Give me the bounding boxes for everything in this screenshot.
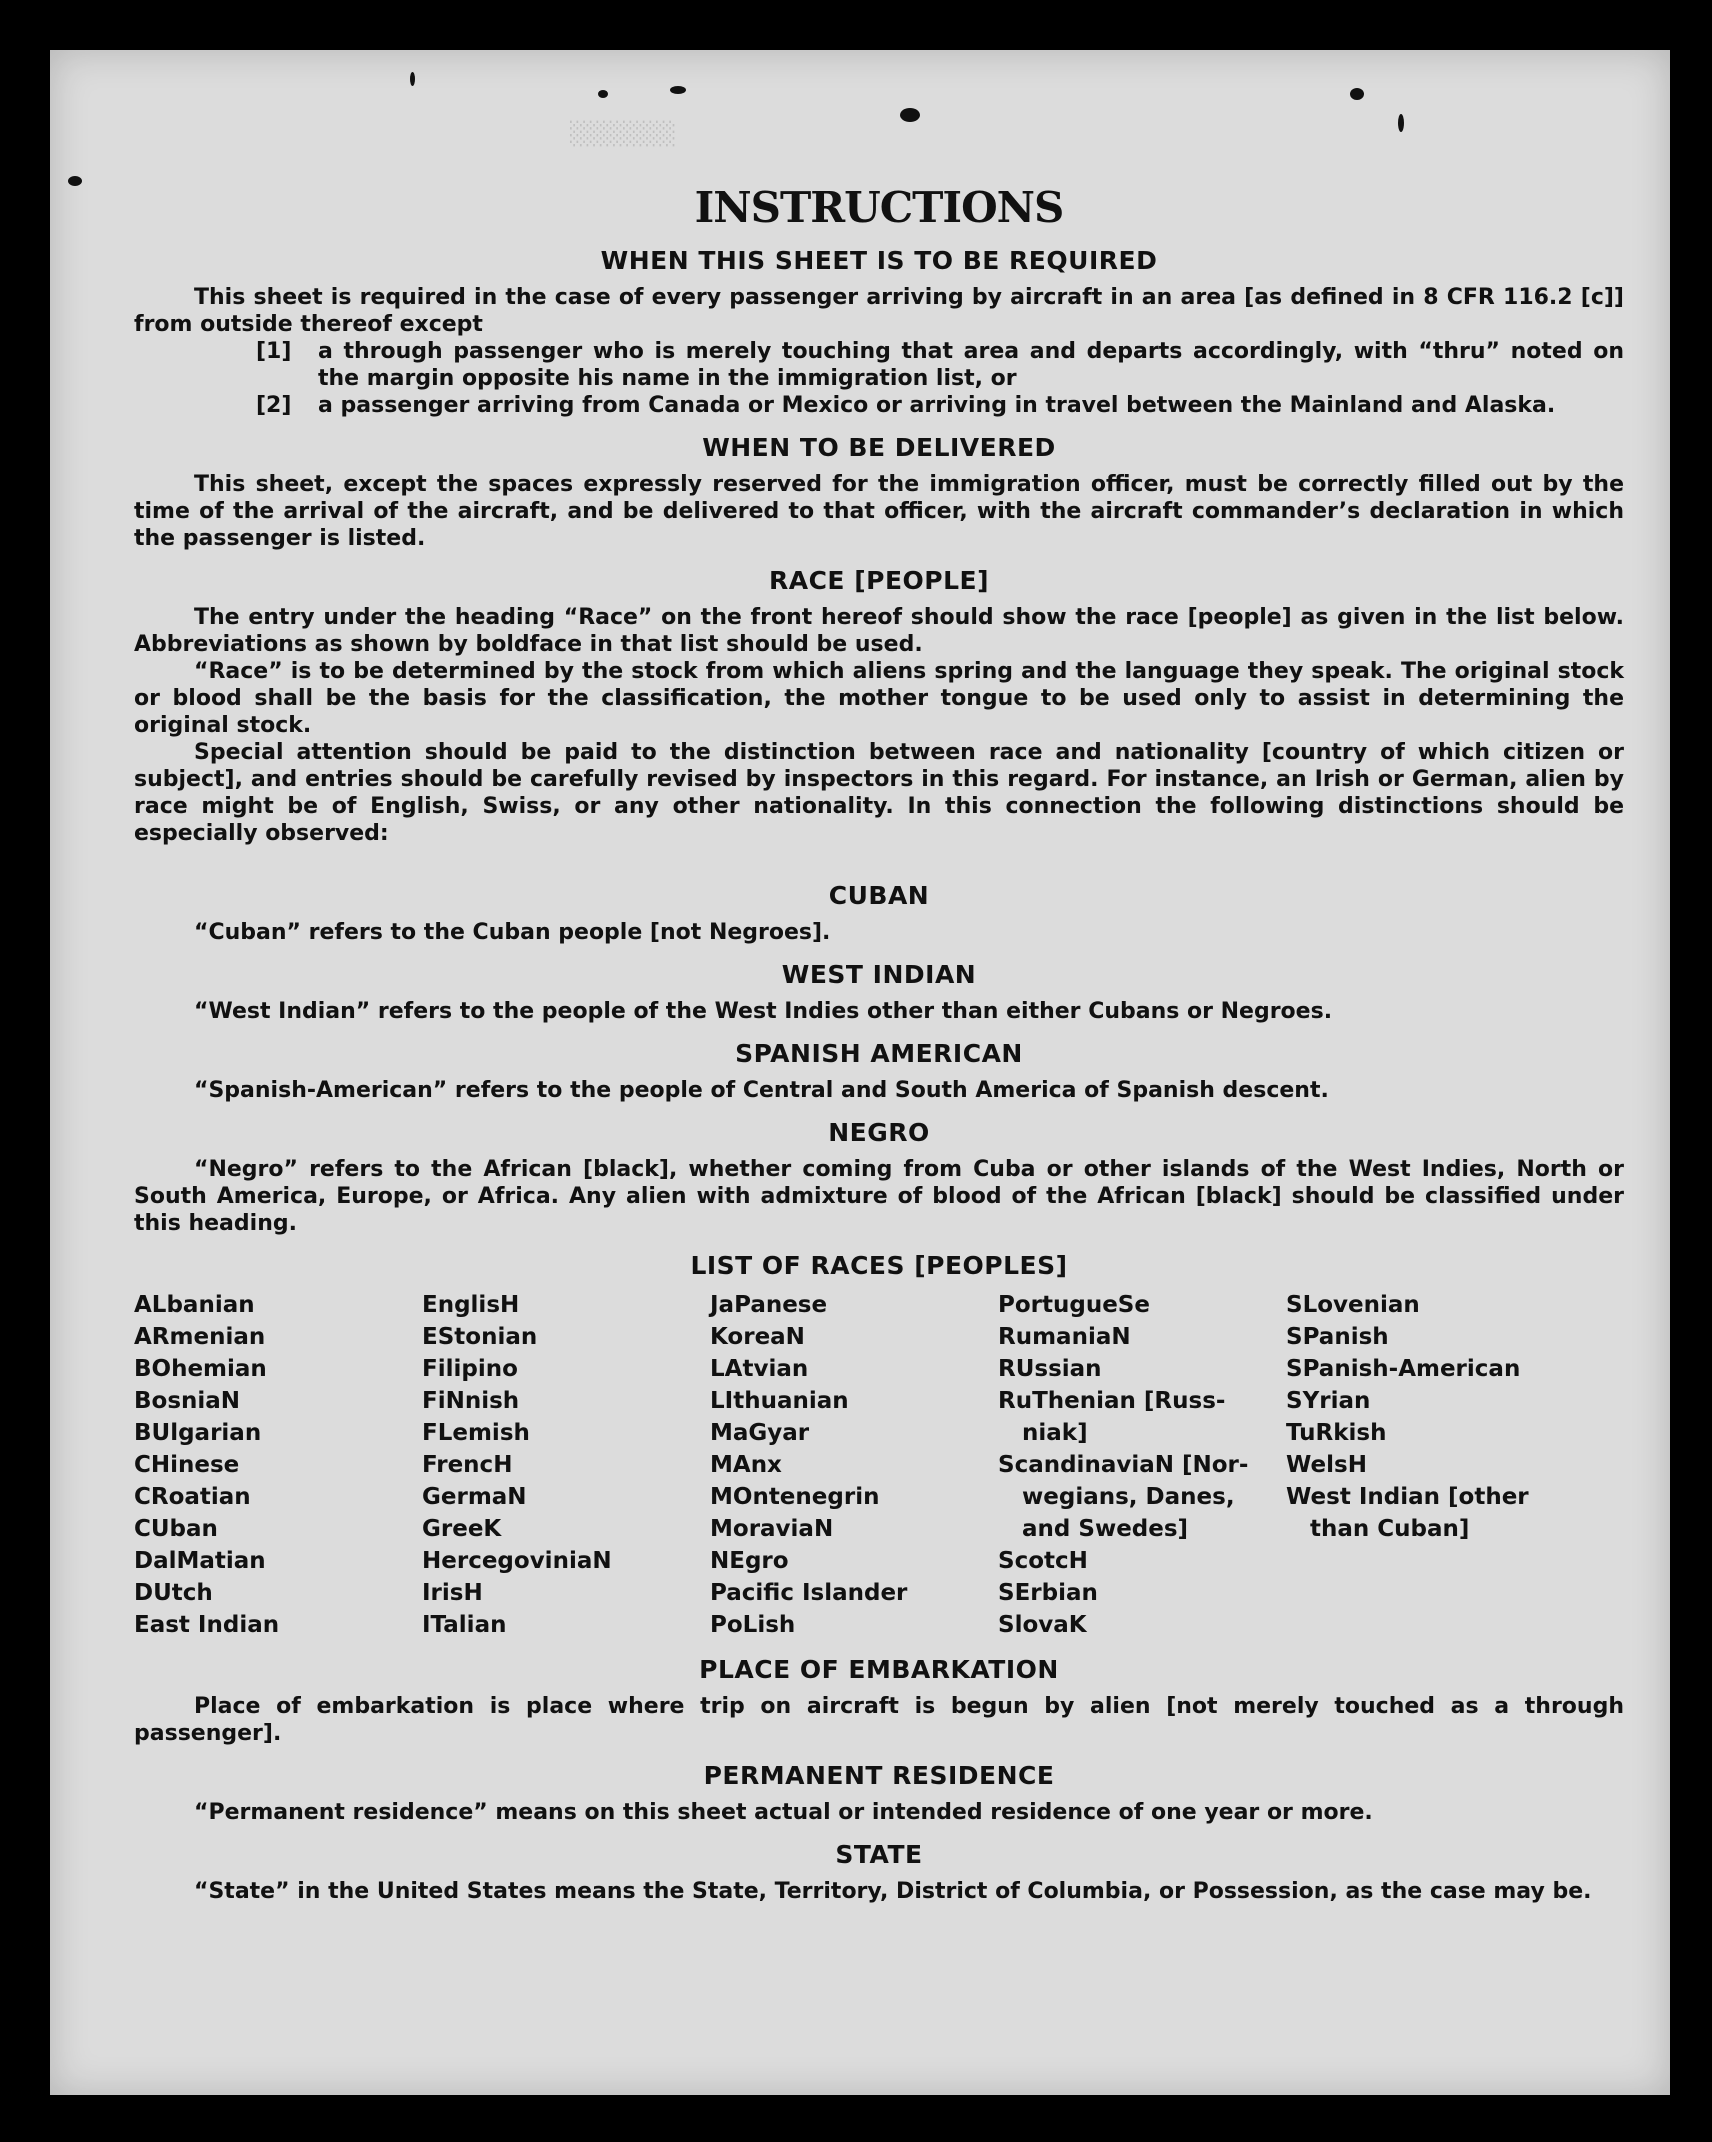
paper-speck [410, 72, 415, 86]
race-column [710, 1289, 998, 1641]
race-paragraph-3: Special attention should be paid to the distinction between race and nationality [country of which citizen or subject], and entries should be carefully revised by inspectors in this regard. For instance, an Irish or German, alien by race might be of English, Swiss, or any other nationality. In this connection the following distinctions should be especially observed: [134, 740, 1624, 846]
race-entry: than Cuban] [1286, 1516, 1470, 1542]
race-entry: GreeK [422, 1516, 502, 1542]
paper-speck [670, 86, 686, 94]
race-entry: MAnx [710, 1452, 782, 1478]
embarkation-text: Place of embarkation is place where trip on aircraft is begun by alien [not merely touched as a through passenger]. [134, 1694, 1624, 1746]
state-text: “State” in the United States means the State, Territory, District of Columbia, or Possession, as the case may be. [194, 1879, 1592, 1904]
race-entry: West Indian [other [1286, 1484, 1529, 1510]
heading-embarkation: PLACE OF EMBARKATION [699, 1655, 1059, 1684]
race-entry: EnglisH [422, 1292, 520, 1318]
race-entry: HercegoviniaN [422, 1548, 612, 1574]
race-entry: SPanish-American [1286, 1356, 1521, 1382]
race-paragraph-2: “Race” is to be determined by the stock from which aliens spring and the language they speak. The original stock or blood shall be the basis for the classification, the mother tongue to be used only to assist in determining the original stock. [134, 659, 1624, 738]
race-entry: ScotcH [998, 1548, 1088, 1574]
heading-negro: NEGRO [828, 1118, 930, 1147]
race-entry: RUssian [998, 1356, 1102, 1382]
cuban-text: “Cuban” refers to the Cuban people [not Negroes]. [194, 920, 831, 945]
race-column [998, 1289, 1286, 1641]
heading-permanent-residence: PERMANENT RESIDENCE [703, 1761, 1055, 1790]
paper-speck [598, 90, 608, 98]
required-item [256, 392, 1624, 419]
race-entry: SPanish [1286, 1324, 1389, 1350]
race-entry: Pacific Islander [710, 1580, 908, 1606]
race-entry: LAtvian [710, 1356, 809, 1382]
race-entry: SlovaK [998, 1612, 1087, 1638]
race-entry: BOhemian [134, 1356, 267, 1382]
delivered-text: This sheet, except the spaces expressly reserved for the immigration officer, must be correctly filled out by the time of the arrival of the aircraft, and be delivered to that officer, with the aircraft commander’s declaration in which the passenger is listed. [134, 472, 1624, 551]
race-entry: IrisH [422, 1580, 483, 1606]
race-entry: wegians, Danes, [998, 1484, 1235, 1510]
race-entry: DalMatian [134, 1548, 266, 1574]
race-entry: FrencH [422, 1452, 513, 1478]
race-entry: and Swedes] [998, 1516, 1189, 1542]
spanish-american-text: “Spanish-American” refers to the people of Central and South America of Spanish descent. [194, 1078, 1329, 1103]
race-entry: SYrian [1286, 1388, 1371, 1414]
required-item [256, 338, 1624, 392]
page-title: INSTRUCTIONS [694, 183, 1064, 232]
paper-speck [68, 176, 82, 186]
race-entry: GermaN [422, 1484, 527, 1510]
heading-spanish-american: SPANISH AMERICAN [735, 1039, 1023, 1068]
race-entry: SLovenian [1286, 1292, 1420, 1318]
race-list [134, 1289, 1624, 1641]
race-entry: East Indian [134, 1612, 280, 1638]
race-entry: RumaniaN [998, 1324, 1131, 1350]
race-paragraph-1: The entry under the heading “Race” on the front hereof should show the race [people] as given in the list below. Abbreviations as shown by boldface in that list should be used. [134, 605, 1624, 657]
heading-list-of-races: LIST OF RACES [PEOPLES] [690, 1251, 1068, 1280]
west-indian-text: “West Indian” refers to the people of the West Indies other than either Cubans or Negroes. [194, 999, 1333, 1024]
race-entry: MaGyar [710, 1420, 810, 1446]
race-entry: BUlgarian [134, 1420, 262, 1446]
item-text: a passenger arriving from Canada or Mexico or arriving in travel between the Mainland and Alaska. [318, 393, 1556, 418]
item-text: a through passenger who is merely touching that area and departs accordingly, with “thru” noted on the margin opposite his name in the immigration list, or [318, 339, 1624, 391]
race-entry: Filipino [422, 1356, 518, 1382]
item-number: [1] [256, 339, 292, 364]
race-entry: JaPanese [710, 1292, 828, 1318]
race-entry: ALbanian [134, 1292, 255, 1318]
document-sheet [50, 50, 1670, 2095]
heading-when-delivered: WHEN TO BE DELIVERED [702, 433, 1056, 462]
heading-when-required: WHEN THIS SHEET IS TO BE REQUIRED [600, 246, 1158, 275]
race-entry: MoraviaN [710, 1516, 834, 1542]
race-entry: PortugueSe [998, 1292, 1150, 1318]
item-number: [2] [256, 393, 292, 418]
race-entry: SErbian [998, 1580, 1098, 1606]
race-entry: ScandinaviaN [Nor- [998, 1452, 1249, 1478]
heading-race: RACE [PEOPLE] [768, 566, 990, 595]
race-entry: DUtch [134, 1580, 213, 1606]
race-column [422, 1289, 710, 1641]
race-entry: RuThenian [Russ- [998, 1388, 1226, 1414]
race-entry: CRoatian [134, 1484, 251, 1510]
race-entry: FLemish [422, 1420, 530, 1446]
race-entry: EStonian [422, 1324, 538, 1350]
paper-speck [1350, 88, 1364, 100]
race-entry: KoreaN [710, 1324, 805, 1350]
race-entry: MOntenegrin [710, 1484, 880, 1510]
race-entry: CUban [134, 1516, 218, 1542]
heading-state: STATE [835, 1840, 923, 1869]
race-entry: niak] [998, 1420, 1088, 1446]
race-entry: TuRkish [1286, 1420, 1387, 1446]
heading-cuban: CUBAN [828, 881, 930, 910]
paper-speck [900, 108, 920, 122]
heading-west-indian: WEST INDIAN [781, 960, 977, 989]
race-entry: CHinese [134, 1452, 240, 1478]
race-entry: ITalian [422, 1612, 507, 1638]
instructions-content [134, 130, 1624, 1905]
race-entry: PoLish [710, 1612, 796, 1638]
required-intro: This sheet is required in the case of every passenger arriving by aircraft in an area [as defined in 8 CFR 116.2 [c]] from outside thereof except [134, 285, 1624, 337]
race-column [134, 1289, 422, 1641]
race-entry: ARmenian [134, 1324, 266, 1350]
race-entry: WelsH [1286, 1452, 1367, 1478]
residence-text: “Permanent residence” means on this sheet actual or intended residence of one year or more. [194, 1800, 1373, 1825]
bleed-through-mark: ░░░░░░░░ [570, 122, 676, 147]
race-entry: LIthuanian [710, 1388, 849, 1414]
race-column [1286, 1289, 1574, 1641]
negro-text: “Negro” refers to the African [black], whether coming from Cuba or other islands of the West Indies, North or South America, Europe, or Africa. Any alien with admixture of blood of the African [black] should be classified under this heading. [134, 1157, 1624, 1236]
race-entry: FiNnish [422, 1388, 520, 1414]
race-entry: BosniaN [134, 1388, 241, 1414]
race-entry: NEgro [710, 1548, 789, 1574]
